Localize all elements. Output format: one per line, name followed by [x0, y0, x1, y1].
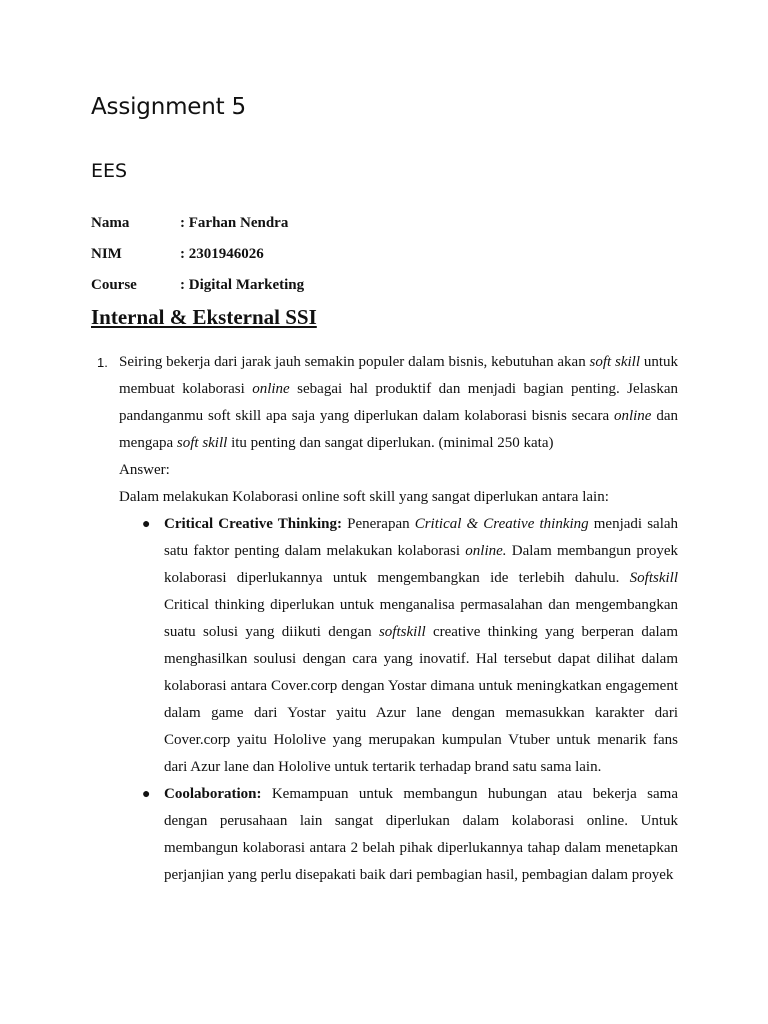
italic-run: softskill: [378, 624, 426, 640]
text-run: creative thinking yang berperan dalam menghasilkan soulusi dengan cara yang inovatif. Hal tersebut dapat dilihat dalam kolaborasi antara Cover.corp dengan Yostar dimana untuk meningkatkan engagement dalam game dari Yostar yaitu Azur lane dengan memasukkan karakter dari Cover.corp yaitu Hololive yang merupakan kumpulan Vtuber untuk menarik fans dari Azur lane dan Hololive untuk tertarik terhadap brand satu sama lain.: [164, 624, 678, 775]
info-row-course: [91, 274, 304, 305]
text-run: dan mengapa: [119, 408, 678, 451]
info-label: NIM: [91, 246, 122, 262]
answer-bullet-item: [142, 511, 679, 781]
info-value: : Farhan Nendra: [180, 215, 289, 231]
italic-run: Critical & Creative thinking: [414, 516, 589, 532]
info-label: Course: [91, 277, 137, 293]
text-run: menjadi salah satu faktor penting dalam melakukan kolaborasi: [164, 516, 679, 559]
bold-run: Critical Creative Thinking:: [164, 516, 343, 532]
text-run: Critical thinking diperlukan untuk menganalisa permasalahan dan mengembangkan suatu solusi yang diikuti dengan: [164, 597, 678, 640]
document-title: Assignment 5: [91, 94, 246, 120]
question-block: [91, 349, 678, 889]
info-label: Nama: [91, 215, 130, 231]
text-run: Penerapan: [342, 516, 415, 532]
italic-run: Softskill: [629, 570, 678, 586]
bullet-icon: ●: [142, 517, 151, 532]
info-row-nim: [91, 243, 304, 274]
bullet-text: [164, 786, 678, 883]
text-run: Kemampuan untuk membangun hubungan atau bekerja sama dengan perusahaan lain sangat diperlukan dalam kolaborasi online. Untuk membangun kolaborasi antara 2 belah pihak diperlukannya tahap dalam menetapkan perjanjian yang perlu disepakati baik dari pembagian hasil, pembagian dalam proyek: [164, 786, 678, 883]
text-run: sebagai hal produktif dan menjadi bagian penting. Jelaskan pandanganmu soft skill apa saja yang diperlukan dalam kolaborasi bisnis secara: [119, 381, 678, 424]
answer-intro: Dalam melakukan Kolaborasi online soft skill yang sangat diperlukan antara lain:: [119, 489, 609, 505]
answer-label: Answer:: [119, 462, 170, 478]
info-value: : Digital Marketing: [180, 277, 305, 293]
section-heading: Internal & Eksternal SSI: [91, 305, 317, 329]
text-run: Dalam membangun proyek kolaborasi diperlukannya untuk mengembangkan ide terlebih dahulu.: [164, 543, 678, 586]
question-text: [119, 349, 678, 457]
italic-run: online.: [465, 543, 507, 559]
italic-run: soft skill: [176, 435, 228, 451]
answer-bullet-list: [119, 511, 678, 889]
student-info: [91, 212, 304, 305]
italic-run: online: [613, 408, 652, 424]
answer-bullet-item: [142, 781, 678, 889]
info-value: : 2301946026: [180, 246, 264, 262]
question-number: 1.: [97, 355, 108, 370]
italic-run: online: [252, 381, 290, 397]
italic-run: soft skill: [589, 354, 641, 370]
question-body: [119, 349, 678, 889]
document-subtitle: EES: [91, 160, 128, 182]
text-run: untuk membuat kolaborasi: [119, 354, 678, 397]
bold-run: Coolaboration:: [164, 786, 262, 802]
text-run: Seiring bekerja dari jarak jauh semakin populer dalam bisnis, kebutuhan akan: [119, 354, 590, 370]
bullet-icon: ●: [142, 787, 151, 802]
text-run: itu penting dan sangat diperlukan. (minimal 250 kata): [227, 435, 554, 451]
bullet-text: [164, 516, 678, 775]
info-row-nama: [91, 212, 304, 243]
